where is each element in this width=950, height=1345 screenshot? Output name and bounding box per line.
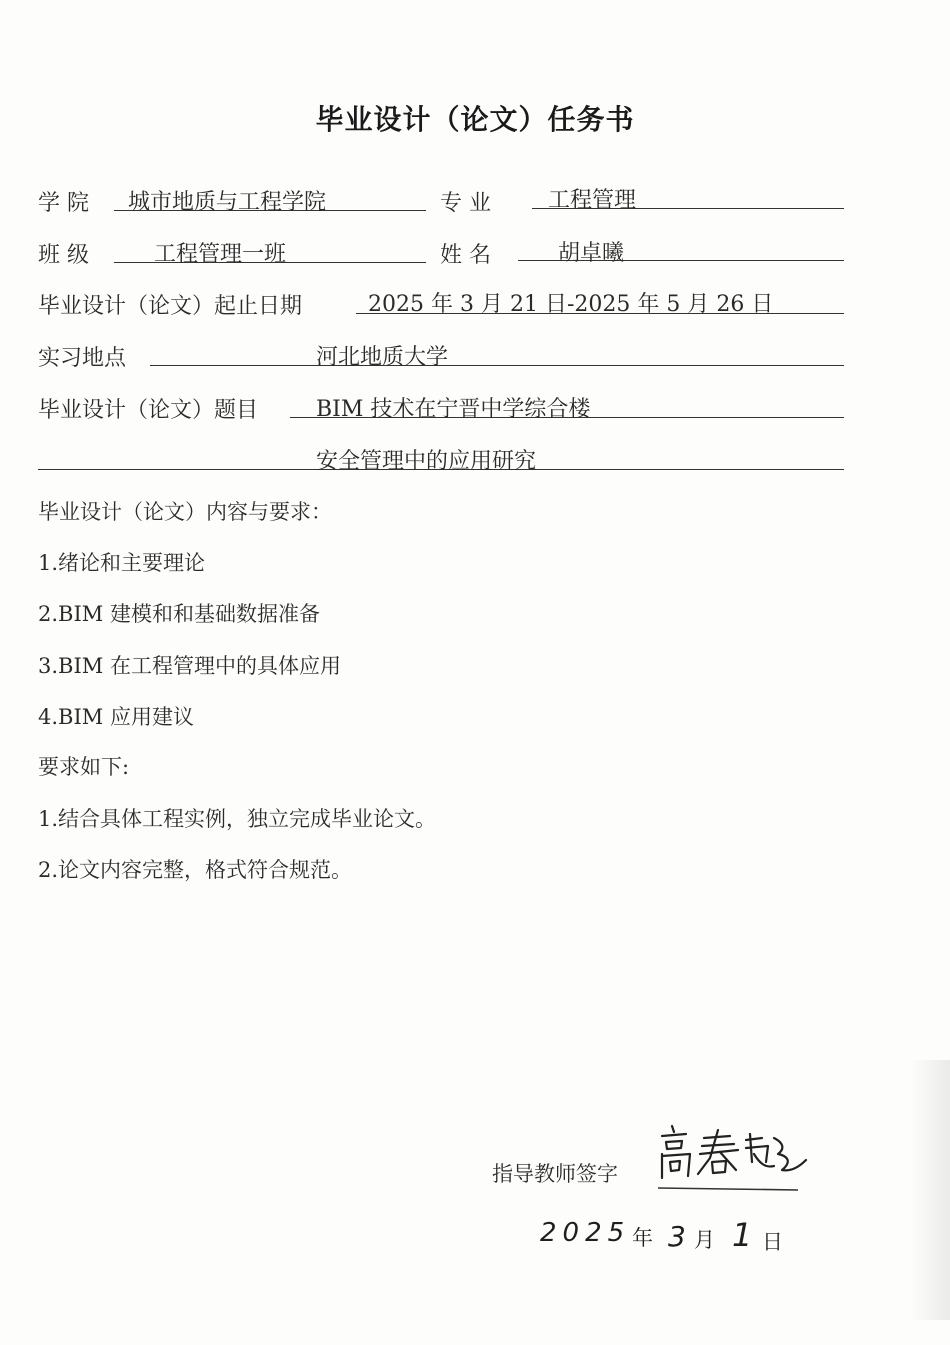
- internship-label: 实习地点: [38, 346, 127, 371]
- content-item-1: 1.绪论和主要理论: [38, 551, 206, 575]
- topic-label: 毕业设计（论文）题目: [38, 398, 259, 423]
- class-label: 班 级: [38, 243, 89, 268]
- supervisor-handwritten-signature: [650, 1118, 810, 1198]
- signature-date-year-char: 年: [632, 1226, 653, 1250]
- scan-edge-shadow: [910, 1060, 950, 1320]
- internship-underline: [150, 365, 844, 366]
- signature-date-month: 3: [668, 1220, 686, 1253]
- requirements-heading: 要求如下:: [38, 755, 130, 779]
- internship-value: 河北地质大学: [316, 345, 449, 370]
- signature-date-day: 1: [732, 1216, 753, 1254]
- major-label: 专 业: [440, 191, 491, 216]
- content-item-2: 2.BIM 建模和和基础数据准备: [38, 602, 320, 626]
- major-value: 工程管理: [548, 188, 637, 213]
- dates-value: 2025 年 3 月 21 日-2025 年 5 月 26 日: [368, 292, 774, 317]
- signature-date-month-char: 月: [694, 1228, 715, 1252]
- college-label: 学 院: [38, 191, 89, 216]
- content-heading: 毕业设计（论文）内容与要求：: [38, 500, 332, 524]
- name-label: 姓 名: [440, 243, 491, 268]
- signature-date-year: 2025: [540, 1218, 631, 1248]
- content-item-4: 4.BIM 应用建议: [38, 705, 194, 729]
- name-value: 胡卓曦: [558, 241, 625, 266]
- requirement-2: 2.论文内容完整，格式符合规范。: [38, 858, 353, 882]
- class-value: 工程管理一班: [154, 242, 287, 267]
- college-value: 城市地质与工程学院: [128, 190, 327, 215]
- topic-value-line1: BIM 技术在宁晋中学综合楼: [316, 397, 591, 422]
- content-item-3: 3.BIM 在工程管理中的具体应用: [38, 654, 341, 678]
- requirement-1: 1.结合具体工程实例，独立完成毕业论文。: [38, 807, 437, 831]
- supervisor-signature-label: 指导教师签字: [492, 1162, 618, 1186]
- signature-date-day-char: 日: [762, 1230, 783, 1254]
- dates-label: 毕业设计（论文）起止日期: [38, 294, 303, 319]
- topic-value-line2: 安全管理中的应用研究: [316, 449, 537, 474]
- document-title: 毕业设计（论文）任务书: [315, 103, 635, 136]
